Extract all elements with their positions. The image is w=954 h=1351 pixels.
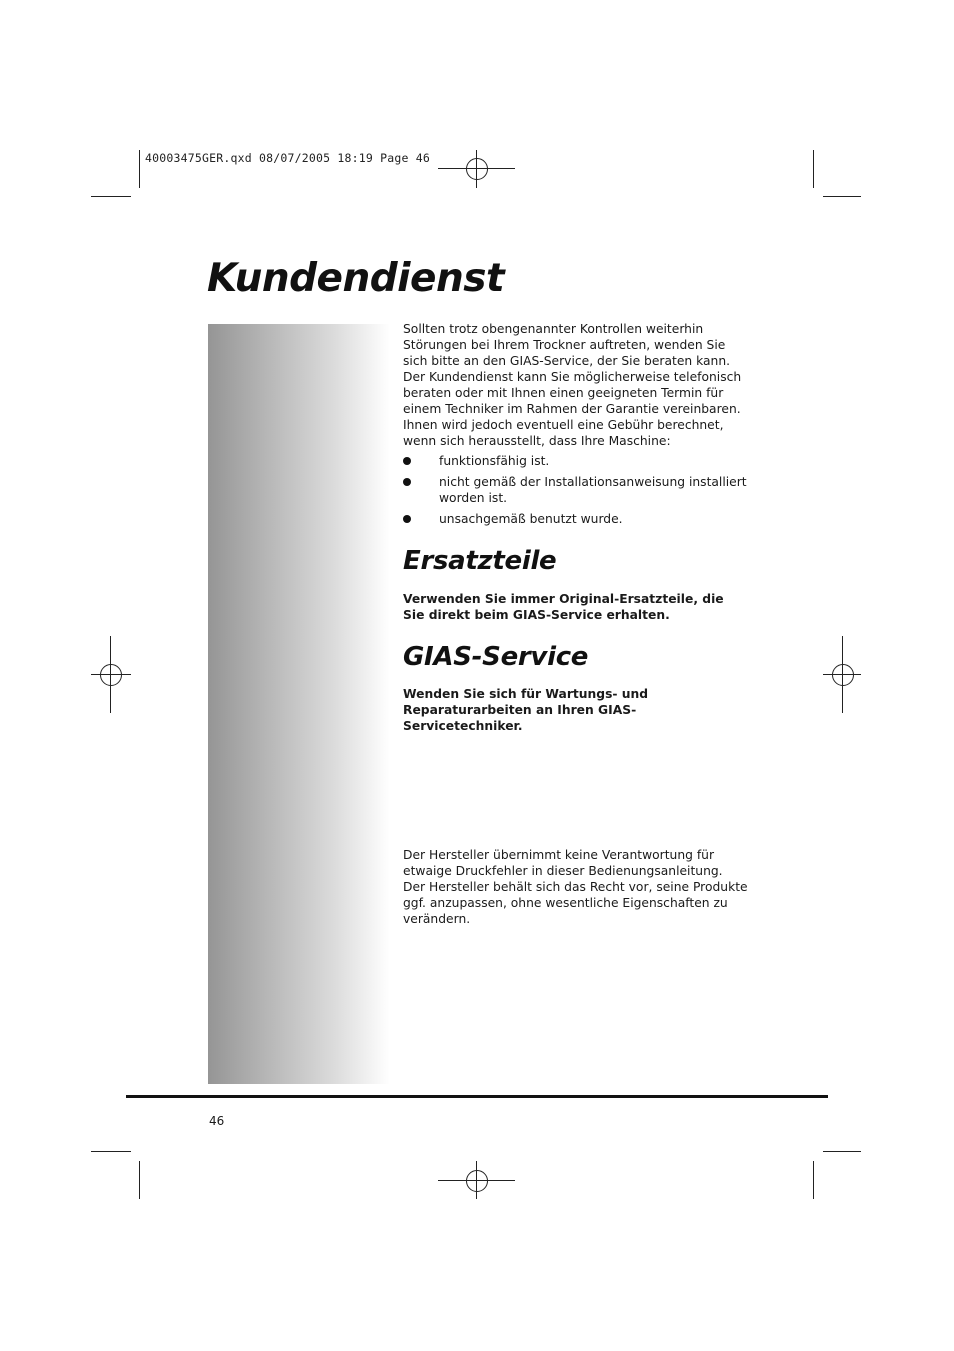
condition-list [403, 453, 748, 527]
footer-rule [126, 1095, 828, 1098]
section-heading-gias-service: GIAS-Service [403, 642, 589, 672]
crop-mark [139, 150, 140, 188]
page-title: Kundendienst [207, 256, 505, 301]
crop-mark [823, 1151, 861, 1152]
registration-circle [832, 664, 854, 686]
page-number: 46 [209, 1114, 225, 1128]
section-text-gias-service: Wenden Sie sich für Wartungs- und Reparaturarbeiten an Ihren GIAS-Servicetechniker. [403, 687, 649, 733]
crop-mark [91, 196, 131, 197]
bullet-icon [403, 515, 411, 523]
crop-mark [139, 1161, 140, 1199]
registration-circle [466, 158, 488, 180]
disclaimer: Der Hersteller übernimmt keine Verantwortung für etwaige Druckfehler in dieser Bedienungsanleitung. Der Hersteller behält sich das Recht vor, seine Produkte ggf. anzupassen, ohne wesentliche Eigenschaften zu verändern. [403, 848, 748, 926]
list-item-text: unsachgemäß benutzt wurde. [439, 512, 623, 526]
list-item [403, 511, 748, 527]
intro-block [403, 321, 748, 532]
crop-mark [91, 1151, 131, 1152]
registration-circle [466, 1170, 488, 1192]
gradient-sidebar [208, 324, 390, 1084]
list-item-text: nicht gemäß der Installationsanweisung installiert worden ist. [439, 475, 747, 505]
bullet-icon [403, 478, 411, 486]
section-text-ersatzteile: Verwenden Sie immer Original-Ersatzteile, die Sie direkt beim GIAS-Service erhalten. [403, 592, 724, 622]
crop-mark [813, 150, 814, 188]
print-slug: 40003475GER.qxd 08/07/2005 18:19 Page 46 [145, 151, 430, 165]
list-item [403, 474, 748, 506]
list-item [403, 453, 748, 469]
list-item-text: funktionsfähig ist. [439, 454, 550, 468]
crop-mark [823, 196, 861, 197]
registration-circle [100, 664, 122, 686]
intro-paragraph: Sollten trotz obengenannter Kontrollen weiterhin Störungen bei Ihrem Trockner auftreten, wenden Sie sich bitte an den GIAS-Service, der Sie beraten kann. Der Kundendienst kann Sie möglicherweise telefonisch beraten oder mit Ihnen einen geeigneten Termin für einem Techniker im Rahmen der Garantie vereinbaren. Ihnen wird jedoch eventuell eine Gebühr berechnet, wenn sich herausstellt, dass Ihre Maschine: [403, 322, 742, 448]
bullet-icon [403, 457, 411, 465]
section-heading-ersatzteile: Ersatzteile [403, 546, 557, 576]
crop-mark [813, 1161, 814, 1199]
